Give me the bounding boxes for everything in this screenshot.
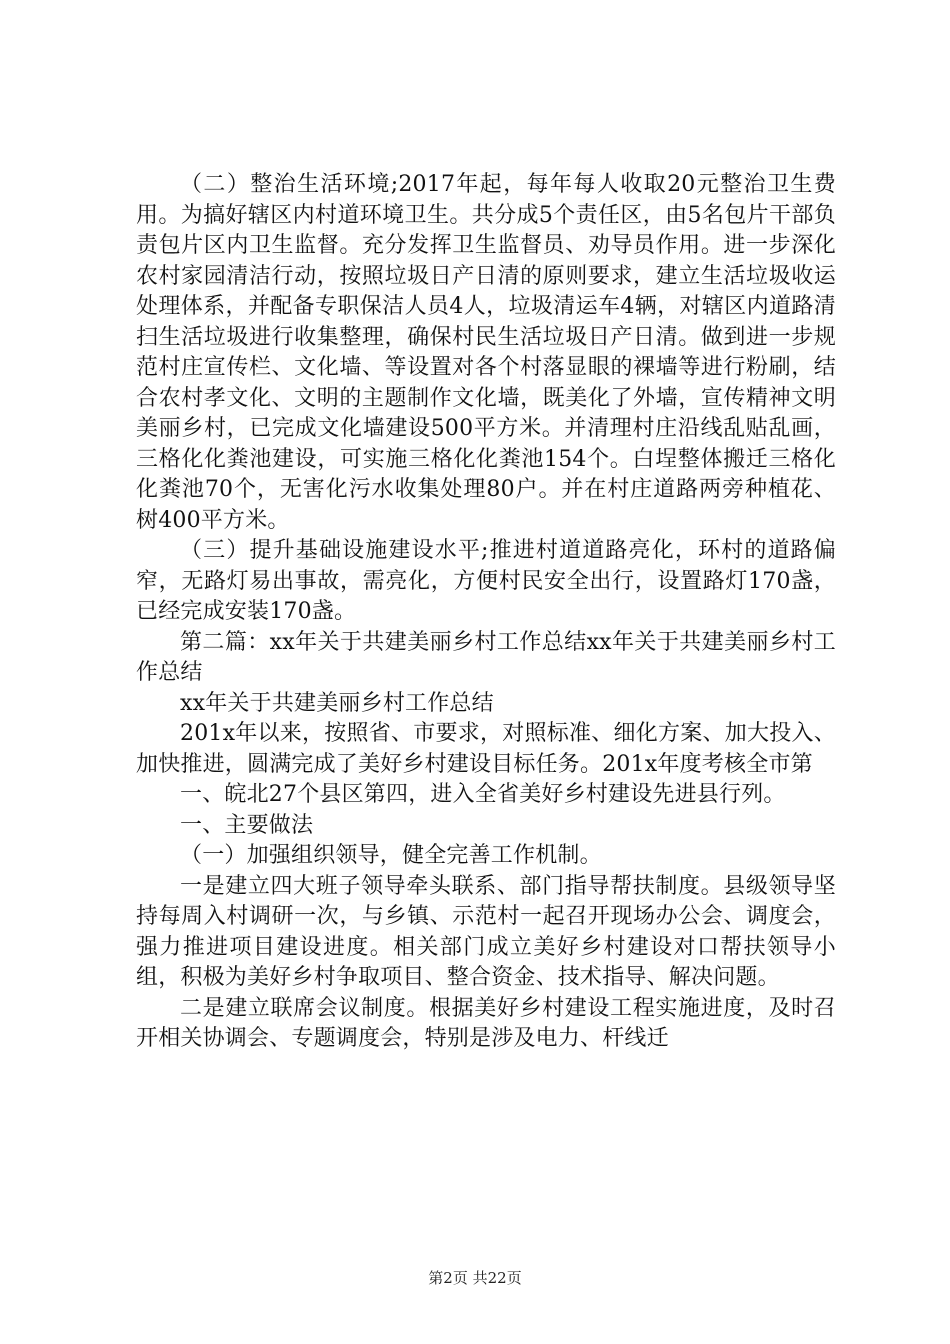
page-number: 第2页 共22页	[428, 1269, 522, 1287]
heading-organization: （一）加强组织领导，健全完善工作机制。	[180, 843, 602, 868]
document-subtitle: xx年关于共建美丽乡村工作总结	[180, 690, 494, 716]
section-title-part-two: 第二篇：xx年关于共建美丽乡村工作总结xx年关于共建美丽乡村工作总结	[136, 629, 836, 685]
document-body	[136, 170, 836, 1055]
page-footer	[0, 1268, 950, 1288]
paragraph-infrastructure: （三）提升基础设施建设水平;推进村道道路亮化，环村的道路偏窄，无路灯易出事故，需亮化，方便村民安全出行，设置路灯170盏，已经完成安装170盏。	[136, 538, 836, 624]
paragraph-sanitation: （二）整治生活环境;2017年起，每年每人收取20元整治卫生费用。为搞好辖区内村道环境卫生。共分成5个责任区，由5名包片干部负责包片区内卫生监督。充分发挥卫生监督员、劝导员作用。进一步深化农村家园清洁行动，按照垃圾日产日清的原则要求，建立生活垃圾收运处理体系，并配备专职保洁人员4人，垃圾清运车4辆，对辖区内道路清扫生活垃圾进行收集整理，确保村民生活垃圾日产日清。做到进一步规范村庄宣传栏、文化墙、等设置对各个村落显眼的裸墙等进行粉刷，结合农村孝文化、文明的主题制作文化墙，既美化了外墙，宣传精神文明美丽乡村，已完成文化墙建设500平方米。并清理村庄沿线乱贴乱画，三格化化粪池建设，可实施三格化化粪池154个。白埕整体搬迁三格化化粪池70个，无害化污水收集处理80户。并在村庄道路两旁种植花、树400平方米。	[136, 172, 836, 533]
paragraph-ranking: 一、皖北27个县区第四，进入全省美好乡村建设先进县行列。	[180, 782, 786, 807]
paragraph-overview: 201x年以来，按照省、市要求，对照标准、细化方案、加大投入、加快推进，圆满完成了美好乡村建设目标任务。201x年度考核全市第	[136, 721, 836, 777]
paragraph-joint-meeting: 二是建立联席会议制度。根据美好乡村建设工程实施进度，及时召开相关协调会、专题调度会，特别是涉及电力、杆线迁	[136, 995, 836, 1051]
heading-main-practices: 一、主要做法	[180, 812, 314, 838]
paragraph-leadership-system: 一是建立四大班子领导牵头联系、部门指导帮扶制度。县级领导坚持每周入村调研一次，与乡镇、示范村一起召开现场办公会、调度会，强力推进项目建设进度。相关部门成立美好乡村建设对口帮扶领导小组，积极为美好乡村争取项目、整合资金、技术指导、解决问题。	[136, 873, 836, 990]
